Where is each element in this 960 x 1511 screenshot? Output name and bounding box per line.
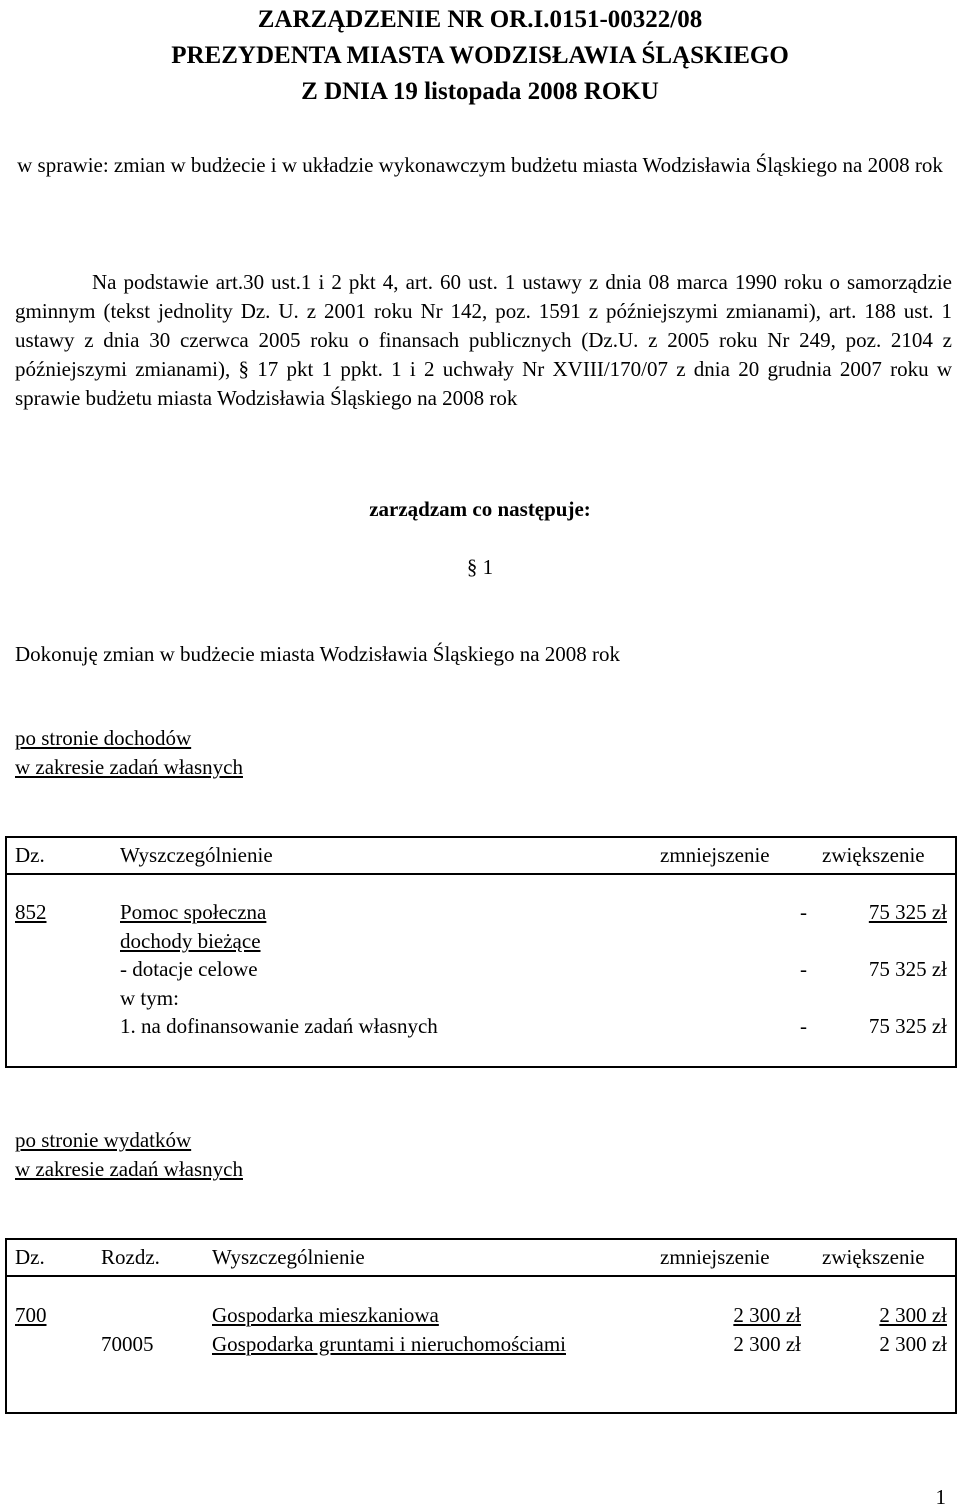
table-row-dec: 2 300 zł xyxy=(733,1303,801,1327)
table-row-inc: 2 300 zł xyxy=(879,1332,947,1356)
title-line-3: Z DNIA 19 listopada 2008 ROKU xyxy=(301,78,659,105)
table-row-desc: w tym: xyxy=(120,986,179,1010)
table-row-desc: Pomoc społeczna xyxy=(120,900,267,924)
table-row-dec: - xyxy=(800,957,807,981)
expenses-header-dz: Dz. xyxy=(15,1245,45,1269)
expenses-header-separator xyxy=(7,1275,955,1277)
income-header-separator xyxy=(7,873,955,875)
table-row-desc: dochody bieżące xyxy=(120,929,261,953)
expenses-heading: po stronie wydatków xyxy=(15,1128,192,1152)
income-heading: po stronie dochodów xyxy=(15,726,192,750)
income-subheading: w zakresie zadań własnych xyxy=(15,755,243,779)
table-row-desc: Gospodarka mieszkaniowa xyxy=(212,1303,439,1327)
title-line-1: ZARZĄDZENIE NR OR.I.0151-00322/08 xyxy=(257,6,703,33)
subject: w sprawie: zmian w budżecie i w układzie wykonawczym budżetu miasta Wodzisławia Śląskiego na 2008 rok xyxy=(17,153,943,177)
table-row-inc: 75 325 zł xyxy=(868,900,947,924)
table-row-inc: 75 325 zł xyxy=(868,1014,947,1038)
income-header-dz: Dz. xyxy=(15,843,45,867)
table-row-inc: 2 300 zł xyxy=(879,1303,947,1327)
legal-basis-text: Na podstawie art.30 ust.1 i 2 pkt 4, art. 60 ust. 1 ustawy z dnia 08 marca 1990 roku o samorządzie gminnym (tekst jednolity Dz. U. z 2001 roku Nr 142, poz. 1591 z późniejszymi zmianami), art. 188 ust. 1 ustawy z dnia 30 czerwca 2005 roku o finansach publicznych (Dz.U. z 2005 roku Nr 249, poz. 2104 z późniejszymi zmianami), § 17 pkt 1 ppkt. 1 i 2 uchwały Nr XVIII/170/07 z dnia 20 grudnia 2007 roku w sprawie budżetu miasta Wodzisławia Śląskiego na 2008 rok xyxy=(15,270,952,410)
income-dz: 852 xyxy=(15,900,47,924)
table-row-desc: Gospodarka gruntami i nieruchomościami xyxy=(212,1332,566,1356)
statement: Dokonuję zmian w budżecie miasta Wodzisławia Śląskiego na 2008 rok xyxy=(15,642,621,666)
table-row-dec: - xyxy=(800,900,807,924)
income-header-dec: zmniejszenie xyxy=(660,843,770,867)
document-title xyxy=(0,2,960,110)
expenses-subheading: w zakresie zadań własnych xyxy=(15,1157,243,1181)
table-row-dz: 700 xyxy=(15,1303,47,1327)
legal-basis xyxy=(15,268,952,413)
table-row-dec: - xyxy=(800,1014,807,1038)
income-table xyxy=(5,836,957,1068)
title-line-2: PREZYDENTA MIASTA WODZISŁAWIA ŚLĄSKIEGO xyxy=(171,42,789,69)
page-number: 1 xyxy=(935,1485,946,1509)
expenses-header-rozdz: Rozdz. xyxy=(101,1245,160,1269)
expenses-header-dec: zmniejszenie xyxy=(660,1245,770,1269)
expenses-header-inc: zwiększenie xyxy=(822,1245,925,1269)
table-row-rozdz: 70005 xyxy=(101,1332,154,1356)
decree-heading: zarządzam co następuje: xyxy=(369,497,591,521)
expenses-table xyxy=(5,1238,957,1414)
section-mark: § 1 xyxy=(466,555,494,579)
table-row-desc: 1. na dofinansowanie zadań własnych xyxy=(120,1014,438,1038)
income-header-desc: Wyszczególnienie xyxy=(120,843,273,867)
table-row-desc: - dotacje celowe xyxy=(120,957,258,981)
table-row-dec: 2 300 zł xyxy=(733,1332,801,1356)
expenses-header-desc: Wyszczególnienie xyxy=(212,1245,365,1269)
income-header-inc: zwiększenie xyxy=(822,843,925,867)
table-row-inc: 75 325 zł xyxy=(868,957,947,981)
